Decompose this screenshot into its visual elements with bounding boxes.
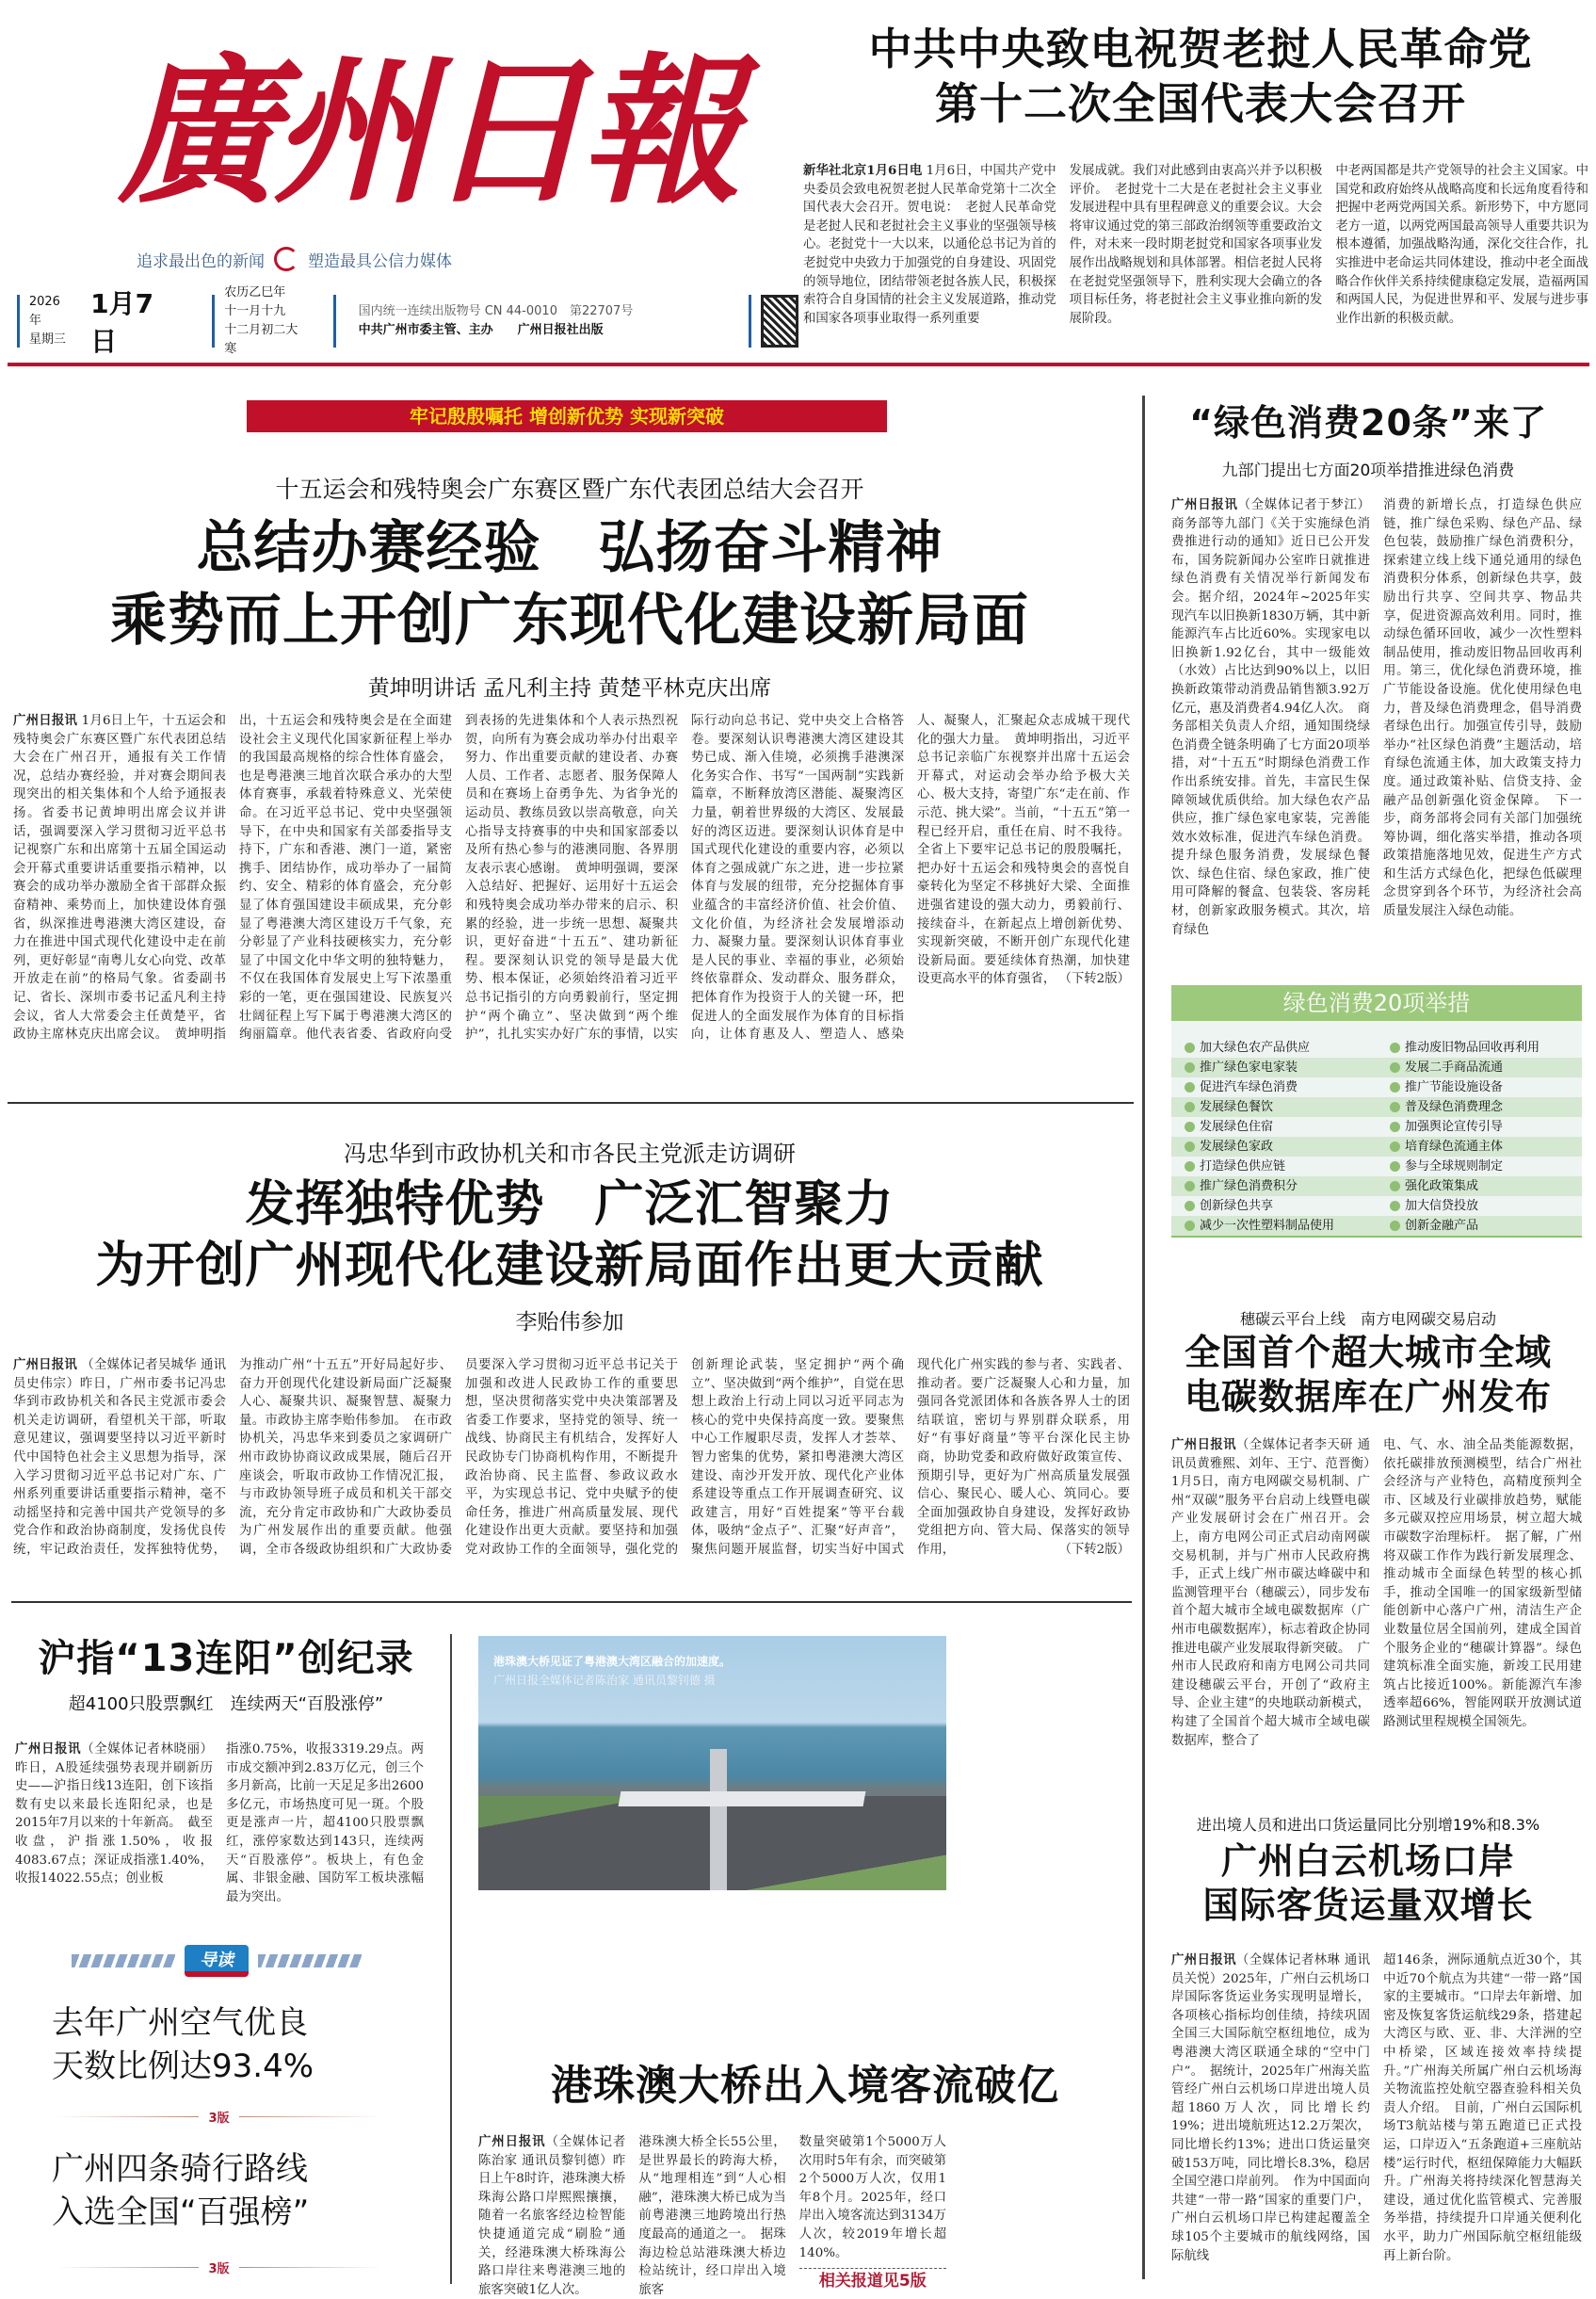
measure-item: 加大信贷投放	[1377, 1196, 1582, 1216]
brand-logo-icon	[274, 247, 298, 271]
measure-item: 推广绿色消费积分	[1171, 1176, 1377, 1196]
measure-item: 强化政策集成	[1377, 1176, 1582, 1196]
column	[803, 162, 1056, 350]
paragraph: 数量突破第1个5000万人次用时5年有余，而突破第2个5000万人次，仅用1年8个月。2025年，经口岸出入境客流达到3134万人次，较2019年增长超140%。	[798, 2135, 946, 2260]
lead-story-body	[13, 712, 1130, 1075]
slogan-left: 追求最出色的新闻	[137, 251, 265, 271]
section-rule	[11, 1601, 1132, 1603]
measure-item: 推广节能设施设备	[1377, 1077, 1582, 1097]
weekday: 星期三	[28, 332, 66, 347]
page-ref[interactable]	[56, 2108, 381, 2126]
column	[1171, 496, 1370, 939]
divider	[212, 295, 215, 348]
year-weekday	[29, 293, 70, 349]
photo-toll-plaza	[619, 1791, 866, 1806]
airport-kicker: 进出境人员和进出口货运量同比分别增19%和8.3%	[1196, 1816, 1540, 1834]
paragraph: （全媒体记者于梦江）商务部等九部门《关于实施绿色消费推进行动的通知》近日已公开发布，国务院新闻办公室昨日就推进绿色消费有关情况举行新闻发布会。据介绍，2024年~2025年实现汽车以旧换新1830万辆，其中新能源汽车占比近60%。实现家电以旧换新1.92亿台，其中一级能效（水效）占比达到90%以上，以旧换新政策带动消费品销售额3.92万亿元，惠及消费者4.94亿人次。 商务部相关负责人介绍，通知围绕绿色消费全链条明确了七方面20项举措，对“十五五”时期绿色消费工作作出系统安排。首先，丰富民生保障领域优质供给。加大绿色农产品供应，推广绿色家电家装，完善能效水效标准，促进汽车绿色消费。提升绿色服务消费，发展绿色餐饮、绿色住宿、绿色家政，推广使用可降解的餐盒、包装袋、客房耗材，创新家政服务模式。其次，培育绿色	[1171, 498, 1371, 937]
column: 消费的新增长点，打造绿色供应链，推广绿色采购、绿色产品、绿色包装，鼓励推广绿色消费积分，探索建立线上线下通兑通用的绿色消费积分体系，创新绿色共享，鼓励出行共享、空间共享、物品共享，促进资源高效利用。同时，推动绿色循环回收，减少一次性塑料制品使用，推动废旧物品回收再利用。第三，优化绿色消费环境，推广节能设备设施。优化使用绿色电力，普及绿色消费理念，倡导消费者绿色出行。加强宣传引导，鼓励举办“社区绿色消费”主题活动，培育绿色流通主体，加大政策支持力度。通过政策补贴、信贷支持、金融产品创新强化资金保障。 下一步，商务部将会同有关部门加强统筹协调，细化落实举措，推动各项政策措施落地见效，促进生产方式和生活方式绿色化，把绿色低碳理念贯穿到各个环节，为经济社会高质量发展注入绿色动能。	[1383, 498, 1582, 919]
paragraph: （全媒体记者吴城华 通讯员史伟宗）昨日，广州市委书记冯忠华到市政协机关和各民主党派市委会机关走访调研，看望机关干部，听取意见建议，强调要坚持以习近平新时代中国特色社会主义思想为指导，深入学习贯彻习近平总书记对广东、广州系列重要讲话重要指示精神，毫不动摇坚持和完善中国共产党领导的多党合作和政治协商制度，发扬优良传统，牢记政治责任，发挥独特优势，为推动广州“十五五”开好局起好步、奋力开创现代化建设新局面广泛凝聚人心、凝聚共识、凝聚智慧、凝聚力量。市政协主席李贻伟参加。 在市政协机关，冯忠华来到委员之家调研广州市政协协商议政成果展，随后召开座谈会，听取市政协工作情况汇报，与市政协领导班子成员和机关干部交流，充分肯定市政协和广大政协委员为广州发展作出的重要贡献。他强调，全市各级政协组织和广大政协委员要深入学习贯彻习近平总书记关于加强和改进人民政协工作的重要思想，坚决贯彻落实党中央决策部署及省委工作要求，坚持党的领导、统一战线、协商民主有机结合，发挥好人民政协专门协商机构作用，不断提升政治协商、民主监督、参政议政水平，为实现总书记、党中央赋予的使命任务，推进广州高质量发展、现代化建设作出更大贡献。要坚持和加强党对政协工作的全面领导，强化党的创新理论武装，坚定拥护“两个确立”、坚决做到“两个维护”，自觉在思想上政治上行动上同以习近平同志为核心的党中央保持高度一致。要聚焦中心工作履职尽责，发挥人才荟萃、智力密集的优势，紧扣粤港澳大湾区建设、南沙开发开放、现代化产业体系建设等重点工作开展调查研究、议政建言，用好“百姓提案”等平台载体，吸纳“金点子”、汇聚“好声音”，聚焦问题开展监督，切实当好中国式现代化广州实践的参与者、实践者、推动者。要广泛凝聚人心和力量，加强同各党派团体和各族各界人士的团结联谊，密切与界别群众联系，用好“有事好商量”等平台深化民主协商，协助党委和政府做好政策宣传、预期引导，更好为广州高质量发展强信心、聚民心、暖人心、筑同心。要全面加强政协自身建设，发挥好政协党组把方向、管大局、保落实的领导作用，	[13, 1358, 1130, 1557]
lead-headline-2[interactable]: 乘势而上开创广东现代化建设新局面	[110, 588, 1029, 654]
measure-item: 减少一次性塑料制品使用	[1171, 1216, 1377, 1236]
guide-line: 广州四条骑行路线	[52, 2150, 308, 2188]
lead-kicker: 十五运会和残特奥会广东赛区暨广东代表团总结大会召开	[275, 476, 864, 503]
divider	[333, 295, 336, 348]
slogan-banner: 牢记殷殷嘱托 增创新优势 实现新突破	[247, 400, 887, 432]
issue-date: 1月7日	[90, 288, 154, 357]
guide-line: 去年广州空气优良	[52, 2004, 308, 2042]
carbon-headline-1[interactable]: 全国首个超大城市全域	[1184, 1332, 1552, 1373]
qr-code-icon[interactable]	[761, 295, 798, 348]
bridge-headline[interactable]: 港珠澳大桥出入境客流破亿	[551, 2062, 1059, 2110]
stock-headline[interactable]: 沪指“13连阳”创纪录	[38, 1637, 414, 1680]
carbon-headline-2[interactable]: 电碳数据库在广州发布	[1184, 1376, 1552, 1417]
column	[15, 1740, 213, 1906]
column: 指涨0.75%，收报3319.29点。两市成交额冲到2.83万亿元，创三个多月新高，比前一天足足多出2600多亿元，市场热度可见一斑。个股更是涨声一片，超4100只股票飘红，涨停家数达到143只，连续两天“百股涨停”。板块上，有色金属、非银金融、国防军工板块涨幅最为突出。	[226, 1742, 424, 1904]
measure-item: 加强舆论宣传引导	[1377, 1117, 1582, 1137]
dateline: 广州日报讯	[1171, 497, 1238, 512]
paragraph: （全媒体记者林晓丽）昨日，A股延续强势表现并刷新历史——沪指日线13连阳，创下该指数有史以来最长连阳纪录，也是2015年7月以来的十年新高。 截至收盘，沪指涨1.50%，收报4083.67点；深证成指涨1.40%，收报14022.55点；创业板	[15, 1742, 214, 1886]
slogan	[137, 247, 532, 271]
airport-story-body	[1171, 1951, 1582, 2276]
publisher: 中共广州市委主管、主办 广州日报社出版	[358, 323, 604, 337]
airport-headline-2[interactable]: 国际客货运量双增长	[1202, 1885, 1534, 1926]
second-kicker: 冯忠华到市政协机关和市各民主党派走访调研	[344, 1141, 796, 1167]
column: 中老两国都是共产党领导的社会主义国家。中国党和政府始终从战略高度和长远角度看待和把握中老两党两国关系。新形势下，中方愿同老方一道，以两党两国最高领导人重要共识为根本遵循，加强战略沟通，深化交往合作，扎实推进中老命运共同体建设，推动中老全面战略合作伙伴关系持续健康稳定发展，造福两国和两国人民，为促进世界和平、发展与进步事业作出新的积极贡献。	[1335, 164, 1588, 326]
guide-line: 入选全国“百强榜”	[52, 2194, 310, 2231]
column-divider	[450, 1634, 452, 2284]
divider	[749, 295, 751, 348]
top-headline-2[interactable]: 第十二次全国代表大会召开	[935, 78, 1466, 129]
guide-header	[56, 1945, 377, 1977]
second-headline-1[interactable]: 发挥独特优势 广泛汇智聚力	[245, 1176, 895, 1233]
masthead-rule	[8, 363, 1589, 366]
lead-deck: 黄坤明讲话 孟凡利主持 黄楚平林克庆出席	[367, 676, 772, 701]
related-link[interactable]: 相关报道见5版	[818, 2272, 927, 2291]
stock-story-body	[15, 1740, 424, 1904]
column	[1171, 1951, 1370, 2276]
column: 港珠澳大桥全长55公里，是世界最长的跨海大桥，从“地理相连”到“人心相融”，港珠澳大桥已成为当前粤港澳三地跨境出行热度最高的通道之一。 据珠海边检总站港珠澳大桥边检站统计，经口岸出入境旅客	[638, 2135, 786, 2297]
measure-item: 培育绿色流通主体	[1377, 1137, 1582, 1157]
slogan-right: 塑造最具公信力媒体	[308, 251, 452, 271]
publication-info	[359, 302, 731, 340]
lunar-line: 农历乙巳年	[224, 285, 286, 300]
dateline: 广州日报讯	[1171, 1952, 1236, 1967]
photo-credit: 广州日报全媒体记者陈治家 通讯员黎钊德 摄	[493, 1674, 716, 1687]
measures-title: 绿色消费20项举措	[1171, 985, 1582, 1021]
column: 超146条，洲际通航点近30个，其中近70个航点为共建“一带一路”国家的主要城市。“口岸去年新增、加密及恢复客货运航线29条，搭建起大湾区与欧、亚、非、大洋洲的空中桥梁，区域连接效率持续提升。”广州海关所属广州白云机场海关物流监控处航空器查验科相关负责人介绍。 目前，广州白云国际机场T3航站楼与第五跑道已正式投运，口岸迈入“五条跑道+三座航站楼”运行时代，枢纽保障能力大幅跃升。广州海关将持续深化智慧海关建设，通过优化监管模式、完善服务举措，持续提升口岸通关便利化水平，助力广州国际航空枢纽能级再上新台阶。	[1383, 1953, 1582, 2263]
carbon-story-body	[1171, 1436, 1582, 1748]
measure-item: 促进汽车绿色消费	[1171, 1077, 1377, 1097]
measure-item: 推广绿色家电家装	[1171, 1058, 1377, 1077]
measure-item: 创新绿色共享	[1171, 1196, 1377, 1216]
bridge-story-body	[478, 2133, 946, 2297]
guide-badge: 导读	[185, 1945, 249, 1977]
dateline: 广州日报讯	[15, 1741, 82, 1757]
measure-item: 普及绿色消费理念	[1377, 1097, 1582, 1117]
top-headline-1[interactable]: 中共中央致电祝贺老挝人民革命党	[868, 24, 1533, 74]
measure-item: 发展绿色住宿	[1171, 1117, 1377, 1137]
green-headline[interactable]: “绿色消费20条”来了	[1189, 402, 1547, 444]
measure-item: 打造绿色供应链	[1171, 1157, 1377, 1176]
measures-list	[1171, 1021, 1582, 1236]
measure-item: 参与全球规则制定	[1377, 1157, 1582, 1176]
bridge-photo	[478, 1636, 946, 1890]
masthead-logo: 廣州日報	[118, 38, 736, 226]
guide-item-cycling[interactable]	[52, 2147, 410, 2234]
serial-number: 国内统一连续出版物号 CN 44-0010 第22707号	[358, 304, 634, 318]
guide-line: 天数比例达93.4%	[52, 2048, 314, 2085]
carbon-kicker: 穗碳云平台上线 南方电网碳交易启动	[1239, 1310, 1496, 1328]
page-ref[interactable]	[56, 2259, 381, 2276]
column	[478, 2133, 625, 2299]
paragraph: （全媒体记者陈治家 通讯员黎钊德）昨日上午8时许，港珠澳大桥珠海公路口岸熙熙攘攘，随着一名旅客经边检智能快捷通道完成“刷脸”通关，经港珠澳大桥珠海公路口岸往来粤港澳三地的旅客突破1亿人次。	[478, 2135, 626, 2297]
decorative-stripes	[258, 1954, 362, 1967]
measure-item: 发展绿色餐饮	[1171, 1097, 1377, 1117]
lunar-line: 十一月十九	[224, 304, 286, 318]
measure-item: 发展二手商品流通	[1377, 1058, 1582, 1077]
page-ref-label: 3版	[208, 2112, 230, 2126]
photo-bridge	[676, 1749, 761, 1890]
measures-box	[1171, 985, 1582, 1238]
column	[1171, 1436, 1370, 1750]
column-divider	[1142, 396, 1145, 2279]
page-ref-label: 3版	[208, 2262, 230, 2276]
measure-item: 推动废旧物品回收再利用	[1377, 1038, 1582, 1058]
dateline: 广州日报讯	[13, 1357, 77, 1372]
paragraph: （全媒体记者林琳 通讯员关悦）2025年，广州白云机场口岸国际客货运业务实现明显增长，各项核心指标均创佳绩，持续巩固全国三大国际航空枢纽地位，成为粤港澳大湾区联通全球的“空中门户”。 据统计，2025年广州海关监管经广州白云机场口岸进出境人员超1860万人次，同比增长约19%；进出境航班达12.2万架次，同比增长约13%；进出口货运量突破153万吨，同比增长8.3%，稳居全国空港口岸前列。 作为中国面向共建“一带一路”国家的重要门户，广州白云机场口岸已构建起覆盖全球105个主要城市的航线网络，国际航线	[1171, 1953, 1371, 2263]
dateline: 广州日报讯	[13, 713, 78, 728]
measure-item: 创新金融产品	[1377, 1216, 1582, 1236]
second-story-body	[13, 1356, 1130, 1582]
guide-item-air-quality[interactable]	[52, 2001, 410, 2088]
photo-caption: 港珠澳大桥见证了粤港澳大湾区融合的加速度。	[493, 1655, 732, 1668]
divider	[17, 295, 20, 348]
paragraph: （全媒体记者李天研 通讯员黄雅熙、刘年、王宁、范晋衡）1月5日，南方电网碳交易机制、广州“双碳”服务平台启动上线暨电碳产业发展研讨会在广州召开。会上，南方电网公司正式启动南网碳交易机制，并与广州市人民政府携手，正式上线广州市碳达峰碳中和监测管理平台（穗碳云），同步发布首个超大城市全域电碳数据库（广州市电碳数据库），标志着政企协同推进电碳产业发展取得新突破。 广州市人民政府和南方电网公司共同建设穗碳云平台，开创了“政府主导、企业主建”的央地联动新模式，构建了全国首个超大城市全域电碳数据库，整合了	[1171, 1438, 1371, 1748]
column	[799, 2133, 946, 2299]
paragraph: 1月6日上午，十五运会和残特奥会广东赛区暨广东代表团总结大会在广州召开，通报有关工作情况，总结办赛经验，并对赛会期间表现突出的相关集体和个人给予通报表扬。省委书记黄坤明出席会议并讲话，强调要深入学习贯彻习近平总书记视察广东和出席第十五届全国运动会开幕式重要讲话重要指示精神，以赛会的成功举办激励全省干部群众振奋精神、乘势而上，加快建设体育强省，纵深推进粤港澳大湾区建设，奋力在推进中国式现代化建设中走在前列，更好彰显“南粤儿女心向党、改革开放走在前”的格局气象。省委副书记、省长、深圳市委书记孟凡利主持会议，省人大常委会主任黄楚平，省政协主席林克庆出席会议。 黄坤明指出，十五运会和残特奥会是在全面建设社会主义现代化国家新征程上举办的我国最高规格的综合性体育盛会，也是粤港澳三地首次联合承办的大型体育赛事，承载着特殊意义、光荣使命。在习近平总书记、党中央坚强领导下，在中央和国家有关部委指导支持下，广东和香港、澳门一道，紧密携手、团结协作，成功举办了一届简约、安全、精彩的体育盛会，充分彰显了体育强国建设丰硕成果，充分彰显了粤港澳大湾区建设万千气象，充分彰显了产业科技硬核实力，充分彰显了中国文化中华文明的独特魅力，不仅在我国体育发展史上写下浓墨重彩的一笔，更在强国建设、民族复兴壮阔征程上写下属于粤港澳大湾区的绚丽篇章。他代表省委、省政府向受到表扬的先进集体和个人表示热烈祝贺，向所有为赛会成功举办付出艰辛努力、作出重要贡献的建设者、办赛人员、工作者、志愿者、服务保障人员和在赛场上奋勇争先、为省争光的运动员、教练员致以崇高敬意，向关心指导支持赛事的中央和国家部委以及所有热心参与的港澳同胞、各界朋友表示衷心感谢。 黄坤明强调，要深入总结好、把握好、运用好十五运会和残特奥会成功举办带来的启示、积累的经验，进一步统一思想、凝聚共识，更好奋进“十五五”、建功新征程。要深刻认识党的领导是最大优势、根本保证，必须始终沿着习近平总书记指引的方向勇毅前行，坚定拥护“两个确立”、坚决做到“两个维护”，扎扎实实办好广东的事情，以实际行动向总书记、党中央交上合格答卷。要深刻认识粤港澳大湾区建设其势已成、渐入佳境，必须携手港澳深化务实合作、书写“一国两制”实践新篇章，不断释放湾区潜能、凝聚湾区力量，朝着世界级的大湾区、发展最好的湾区迈进。要深刻认识体育是中国式现代化建设的重要内容，必须以体育之强成就广东之进，进一步拉紧体育与发展的纽带，充分挖掘体育事业蕴含的丰富经济价值、社会价值、文化价值，为经济社会发展增添动力、凝聚力量。要深刻认识体育事业是人民的事业、幸福的事业，必须始终依靠群众、发动群众、服务群众，把体育作为投资于人的关键一环，把促进人的全面发展作为体育的目标指向，让体育惠及人、塑造人、感染人、凝聚人，汇聚起众志成城干现代化的强大力量。 黄坤明指出，习近平总书记亲临广东视察并出席十五运会开幕式，对运动会举办给予极大关心、极大支持，寄望广东“走在前、作示范、挑大梁”。当前，“十五五”第一程已经开启，重任在肩、时不我待。全省上下要牢记总书记的殷殷嘱托，把办好十五运会和残特奥会的喜悦自豪转化为坚定不移挑好大梁、全面推进强省建设的强大动力，勇毅前行、接续奋斗，在新起点上增创新优势、实现新突破，不断开创广东现代化建设新局面。要延续体育热潮，加快建设更高水平的体育强省，	[13, 714, 1130, 1043]
airport-headline-1[interactable]: 广州白云机场口岸	[1220, 1840, 1515, 1882]
dateline: 广州日报讯	[478, 2134, 546, 2149]
dateline: 广州日报讯	[1171, 1437, 1236, 1452]
section-rule	[8, 1102, 1134, 1104]
green-story-body	[1171, 496, 1582, 937]
issue-info-bar	[8, 285, 798, 357]
lunar-line: 十二月初二大寒	[224, 323, 298, 356]
lead-headline-1[interactable]: 总结办赛经验 弘扬奋斗精神	[196, 515, 943, 581]
column: 电、气、水、油全品类能源数据，依托碳排放预测模型，结合广州社会经济与产业特色，高精度预判全市、区域及行业碳排放趋势，赋能多元碳双控应用场景，树立超大城市碳数字治理标杆。 据了解，广州将双碳工作作为践行新发展理念、推动城市全面绿色转型的核心抓手，推动全国唯一的国家级新型储能创新中心落户广州，清洁生产企业数量位居全国前列，建成全国首个服务企业的“穗碳计算器”。绿色建筑标准全面实施，新竣工民用建筑占比接近100%。新能源汽车渗透率超66%，智能网联开放测试道路测试里程规模全国领先。	[1383, 1438, 1582, 1729]
paragraph: 1月6日，中国共产党中央委员会致电祝贺老挝人民革命党第十二次全国代表大会召开。贺电说： 老挝人民革命党是老挝人民和老挝社会主义事业的坚强领导核心。老挝党十一大以来，以通伦总书记为首的老挝党中央致力于加强党的自身建设、巩固党的领导地位，团结带领老挝各族人民，积极探索符合自身国情的社会主义发展道路，推动党和国家各项事业取得一系列重要	[803, 164, 1056, 326]
second-headline-2[interactable]: 为开创广州现代化建设新局面作出更大贡献	[95, 1238, 1044, 1294]
green-deck: 九部门提出七方面20项举措推进绿色消费	[1221, 461, 1515, 480]
measure-item: 发展绿色家政	[1171, 1137, 1377, 1157]
year: 2026年	[28, 295, 60, 328]
measure-item: 加大绿色农产品供应	[1171, 1038, 1377, 1058]
stock-deck: 超4100只股票飘红 连续两天“百股涨停”	[68, 1694, 384, 1714]
decorative-stripes	[72, 1954, 175, 1967]
dateline: 新华社北京1月6日电	[803, 163, 923, 178]
top-story-body	[803, 162, 1588, 350]
second-deck: 李贻伟参加	[515, 1310, 624, 1335]
lunar-date	[224, 283, 305, 359]
jump-note[interactable]: （下转2版）	[1058, 1542, 1130, 1557]
column: 发展成就。我们对此感到由衷高兴并予以积极评价。 老挝党十二大是在老挝社会主义事业发展进程中具有里程碑意义的重要会议。大会将审议通过党的第三部政治纲领等重要政治文件，对未来一段时期老挝党和国家各项事业发展作出战略规划和具体部署。相信老挝人民将在老挝党坚强领导下，胜利实现大会确立的各项目标任务，将老挝社会主义事业推向新的发展阶段。	[1069, 164, 1323, 326]
divider	[799, 2268, 946, 2269]
jump-note[interactable]: （下转2版）	[1058, 972, 1130, 987]
